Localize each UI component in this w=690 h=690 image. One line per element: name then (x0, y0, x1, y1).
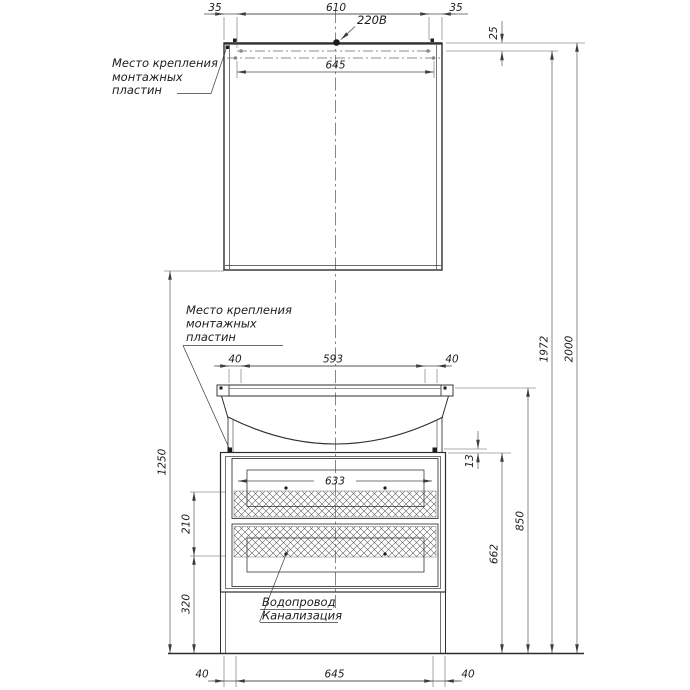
mounting-label-line2: монтажных (186, 316, 257, 331)
mounting-hole-dot (239, 49, 243, 53)
drawer-fixing-dot (284, 486, 287, 489)
dim-text-662: 662 (488, 543, 501, 565)
dim-13 (444, 431, 511, 469)
mounting-plate-mark-left (233, 39, 237, 43)
dim-text-1250: 1250 (156, 448, 169, 476)
dim-text-40-left: 40 (228, 353, 242, 366)
dim-text-40-right: 40 (461, 668, 475, 681)
vanity-mount-plate-left (228, 448, 233, 453)
dim-text-610: 610 (325, 2, 347, 14)
dim-text-210: 210 (180, 513, 193, 535)
plumbing-label-line2: Канализация (262, 608, 342, 623)
dim-text-320: 320 (180, 593, 193, 615)
vanity-box-outline (221, 453, 446, 593)
power-label: 220В (357, 13, 387, 27)
dim-text-40-left: 40 (195, 668, 209, 681)
dim-662-850 (455, 388, 536, 653)
vanity-mount-plate-right (433, 448, 438, 453)
drawer-fixing-dot (383, 552, 386, 555)
dim-text-850: 850 (514, 510, 527, 532)
plumbing-label-line1: Водопровод (262, 595, 336, 609)
mounting-label-line1: Место крепления (112, 56, 218, 70)
drawer-1-decor-band (234, 491, 436, 517)
dim-645-mirror (237, 60, 434, 79)
basin-apron-left (222, 396, 229, 418)
countertop-cap-tick (444, 387, 447, 390)
dim-heights-right (539, 43, 578, 653)
dim-mid-row (214, 354, 459, 384)
mounting-callout-middle (183, 303, 292, 449)
dim-text-645: 645 (324, 668, 345, 681)
mounting-hole-dot (234, 56, 238, 60)
dim-text-633: 633 (324, 475, 346, 488)
mirror-cabinet (224, 39, 443, 271)
countertop-cap-left (217, 385, 229, 396)
mounting-leader-top (177, 48, 227, 94)
mounting-label-line1: Место крепления (186, 303, 292, 317)
countertop-cap-tick (220, 387, 223, 390)
dim-bottom-row (195, 656, 475, 687)
mounting-label-line3: пластин (186, 330, 236, 344)
dim-text-593: 593 (322, 353, 344, 366)
mounting-plate-mark-right (431, 39, 435, 43)
power-callout (341, 13, 387, 40)
basin-apron-right (442, 396, 449, 418)
dim-633 (238, 476, 432, 488)
dim-text-25: 25 (488, 26, 500, 40)
dim-text-1972: 1972 (538, 335, 551, 363)
mounting-label-line3: пластин (112, 83, 162, 97)
power-connection-dot (333, 39, 340, 46)
drawer-2-decor-band (234, 527, 436, 558)
dim-text-2000: 2000 (563, 335, 576, 363)
dim-text-35-left: 35 (208, 2, 222, 14)
dim-text-645: 645 (325, 59, 346, 72)
dim-25 (446, 21, 585, 66)
mounting-label-line2: монтажных (112, 70, 183, 84)
power-leader-arrow (341, 27, 355, 40)
mounting-hole-dot (426, 49, 430, 53)
mounting-callout-top (112, 48, 227, 97)
dim-text-35-right: 35 (449, 2, 463, 14)
mounting-hole-dot (432, 56, 436, 60)
drawer-fixing-dot (383, 486, 386, 489)
dim-text-40-right: 40 (445, 353, 459, 366)
dim-text-13: 13 (464, 454, 476, 468)
countertop-cap-right (441, 385, 453, 396)
mounting-leader-middle (183, 346, 230, 450)
countertop-slab (217, 385, 453, 396)
plumbing-callout (260, 550, 343, 623)
mirror-cabinet-outline (224, 43, 442, 270)
